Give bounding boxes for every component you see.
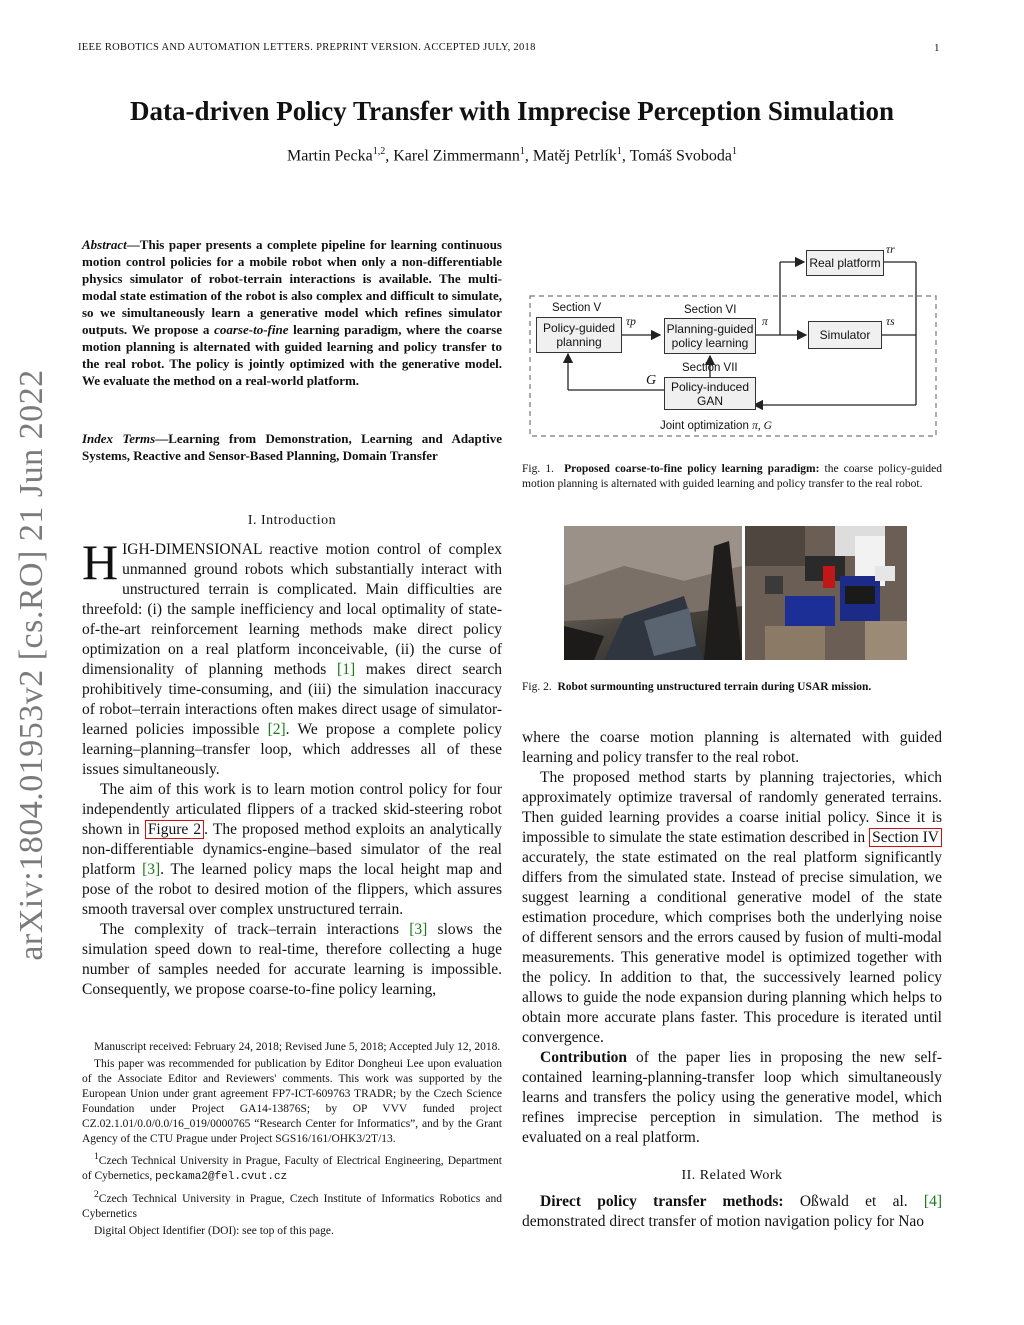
footnote-affiliation-2: $^2$Czech Technical University in Prague, Czech Institute of Informatics Robotics and Cybernetics <box>82 1188 502 1220</box>
abstract: Abstract—This paper presents a complete pipeline for learning continuous motion control policies for a mobile robot when only a non-differentiable physics simulator of robot-terrain interactions is available. The multi-modal state estimation of the robot is also complex and difficult to simulate, so we simultaneously learn a generative model which refines simulator outputs. We propose a coarse-to-fine learning paradigm, where the coarse motion planning is alternated with guided learning and policy transfer to the real robot. The policy is jointly optimized with the generative model. We evaluate the method on a real-world platform. <box>82 237 502 388</box>
drop-cap: H <box>82 534 119 590</box>
page-number: 1 <box>934 42 940 54</box>
footnote-doi: Digital Object Identifier (DOI): see top of this page. <box>94 1224 334 1237</box>
simulator-box: Simulator <box>808 321 882 349</box>
G-label: G <box>646 373 657 388</box>
author: Martin Pecka <box>286 147 373 165</box>
index-terms: Index Terms—Learning from Demonstration, Learning and Adaptive Systems, Reactive and Sensor-Based Planning, Domain Transfer <box>82 431 503 463</box>
right-paragraph-1: where the coarse motion planning is alternated with guided learning and policy transfer to the real robot. <box>522 729 942 766</box>
intro-paragraph-2: The aim of this work is to learn motion control policy for four independently articulated flippers of a tracked skid-steering robot shown in Figure 2 . The proposed method exploits an analytically non-differentiable dynamics-engine–based simulator of the real platform [3]. The learned policy maps the local height map and pose of the robot to desired motion of the flippers, which assures smooth traversal over complex unstructured terrain. <box>82 781 502 918</box>
robot-photo-shapes <box>564 526 742 660</box>
paper-title: Data-driven Policy Transfer with Imprecise Perception Simulation <box>130 96 894 126</box>
author: Matěj Petrlík <box>532 147 617 165</box>
right-column-body <box>522 728 942 1232</box>
intro-paragraph-1: HIGH-DIMENSIONAL reactive motion control of complex unmanned ground robots which substantially interact with unstructured terrain is complicated. Main difficulties are threefold: (i) the sample inefficiency and local optimality of state-of-the-art reinforcement learning methods make direct policy optimization on a real platform inconceivable, (ii) the curse of dimensionality of planning methods [1] makes direct search prohibitively time-consuming, and (iii) the simulation inaccuracy of robot–terrain interactions often makes direct usage of simulator-learned policies impossible [2]. We propose a complete policy learning–planning–transfer loop, which addresses all of these issues simultaneously. <box>82 534 503 778</box>
citation-link[interactable]: [2] <box>267 721 286 738</box>
author-list: Martin Pecka$^{1,2}$, Karel Zimmermann$^1$, Matěj Petrlík$^1$, Tomáš Svoboda$^1$ <box>286 146 737 165</box>
figure-1-caption: Fig. 1. Proposed coarse-to-fine policy learning paradigm: the coarse policy-guided motion planning is alternated with guided learning and policy transfer to the real robot. <box>522 463 943 490</box>
author: Karel Zimmermann <box>393 147 520 165</box>
policy-guided-planning-box: Policy-guided planning <box>536 317 622 353</box>
figure-2-link[interactable]: Figure 2 <box>145 820 204 839</box>
footnote-affiliation-1: $^1$Czech Technical University in Prague, Faculty of Electrical Engineering, Department of Cybernetics, peckama2@fel.cvut.cz <box>82 1151 502 1183</box>
running-header: IEEE ROBOTICS AND AUTOMATION LETTERS. PREPRINT VERSION. ACCEPTED JULY, 2018 <box>78 42 536 53</box>
related-work-paragraph: Direct policy transfer methods: Oßwald et al. [4] demonstrated direct transfer of motion navigation policy for Nao <box>522 1193 942 1230</box>
robot-camera-photo <box>564 526 742 660</box>
section-4-link[interactable]: Section IV <box>869 828 942 847</box>
section-7-label: Section VII <box>682 362 738 374</box>
intro-paragraph-3: The complexity of track–terrain interactions [3] slows the simulation speed down to real-time, therefore collecting a huge number of samples needed for accurate learning is impossible. Consequently, we propose coarse-to-fine policy learning, <box>82 921 503 998</box>
contribution-paragraph: Contribution of the paper lies in proposing the new self-contained learning-planning-transfer loop which simultaneously learns and transfers the policy using the generative model, which refines imprecise perception in simulation. The method is evaluated on a real platform. <box>522 1049 942 1146</box>
author: Tomáš Svoboda <box>629 147 732 165</box>
footnote-funding: This paper was recommended for publication by Editor Dongheui Lee upon evaluation of the Associate Editor and Reviewers' comments. This work was supported by the European Union under grant agreement FP7-ICT-609763 TRADR; by the Czech Science Foundation under Project GA14-13876S; by OP VVV funded project CZ.02.1.01/0.0/0.0/16_019/0000765 “Research Center for Informatics”, and by the Grant Agency of the CTU Prague under Project SGS16/161/OHK3/2T/13. <box>82 1058 502 1145</box>
planning-guided-learning-box: Planning-guided policy learning <box>664 318 756 354</box>
joint-optimization-label: Joint optimization π, G <box>660 420 772 432</box>
introduction-body <box>82 534 503 1000</box>
footnote-manuscript: Manuscript received: February 24, 2018; Revised June 5, 2018; Accepted July 12, 2018. <box>94 1041 501 1053</box>
citation-link[interactable]: [1] <box>337 661 356 678</box>
policy-induced-gan-box: Policy-induced GAN <box>664 377 756 410</box>
figure-2-caption: Fig. 2. Robot surmounting unstructured terrain during USAR mission. <box>522 681 872 693</box>
arxiv-stamp: arXiv:1804.01953v2 [cs.RO] 21 Jun 2022 <box>13 369 50 961</box>
email-link[interactable]: peckama2@fel.cvut.cz <box>155 1170 288 1183</box>
pointcloud-shapes <box>745 526 907 660</box>
citation-link[interactable]: [3] <box>142 861 161 878</box>
section-heading-related-work: II. Related Work <box>681 1168 783 1183</box>
section-6-label: Section VI <box>684 304 737 316</box>
section-5-label: Section V <box>552 302 602 314</box>
section-heading-introduction: I. Introduction <box>247 513 337 528</box>
citation-link[interactable]: [4] <box>923 1193 942 1210</box>
robot-pointcloud-photo <box>745 526 907 660</box>
figure-1-diagram <box>522 240 942 440</box>
footnotes <box>82 1040 502 1241</box>
tau-p-label: τp <box>626 316 636 328</box>
tau-s-label: τs <box>886 316 895 328</box>
citation-link[interactable]: [3] <box>409 921 428 938</box>
tau-r-label: τr <box>886 244 895 256</box>
pi-label: π <box>762 316 768 328</box>
right-paragraph-2: The proposed method starts by planning trajectories, which approximately optimize traversal of randomly generated terrains. Then guided learning provides a coarse initial policy. Since it is impossible to simulate the state estimation described in Section IV accurately, the state estimated on the real platform significantly differs from the simulated state. Instead of precise simulation, we suggest learning a conditional generative model of the state estimation procedure, which comprises both the underlying noise of different sensors and the errors caused by fusion of multi-modal measurements. This generative model is optimized together with the policy. In addition to that, the successively learned policy allows to guide the node expansion during planning which helps to obtain more accurate plans faster. This procedure is iterated until convergence. <box>522 769 942 1046</box>
real-platform-box: Real platform <box>806 250 884 276</box>
